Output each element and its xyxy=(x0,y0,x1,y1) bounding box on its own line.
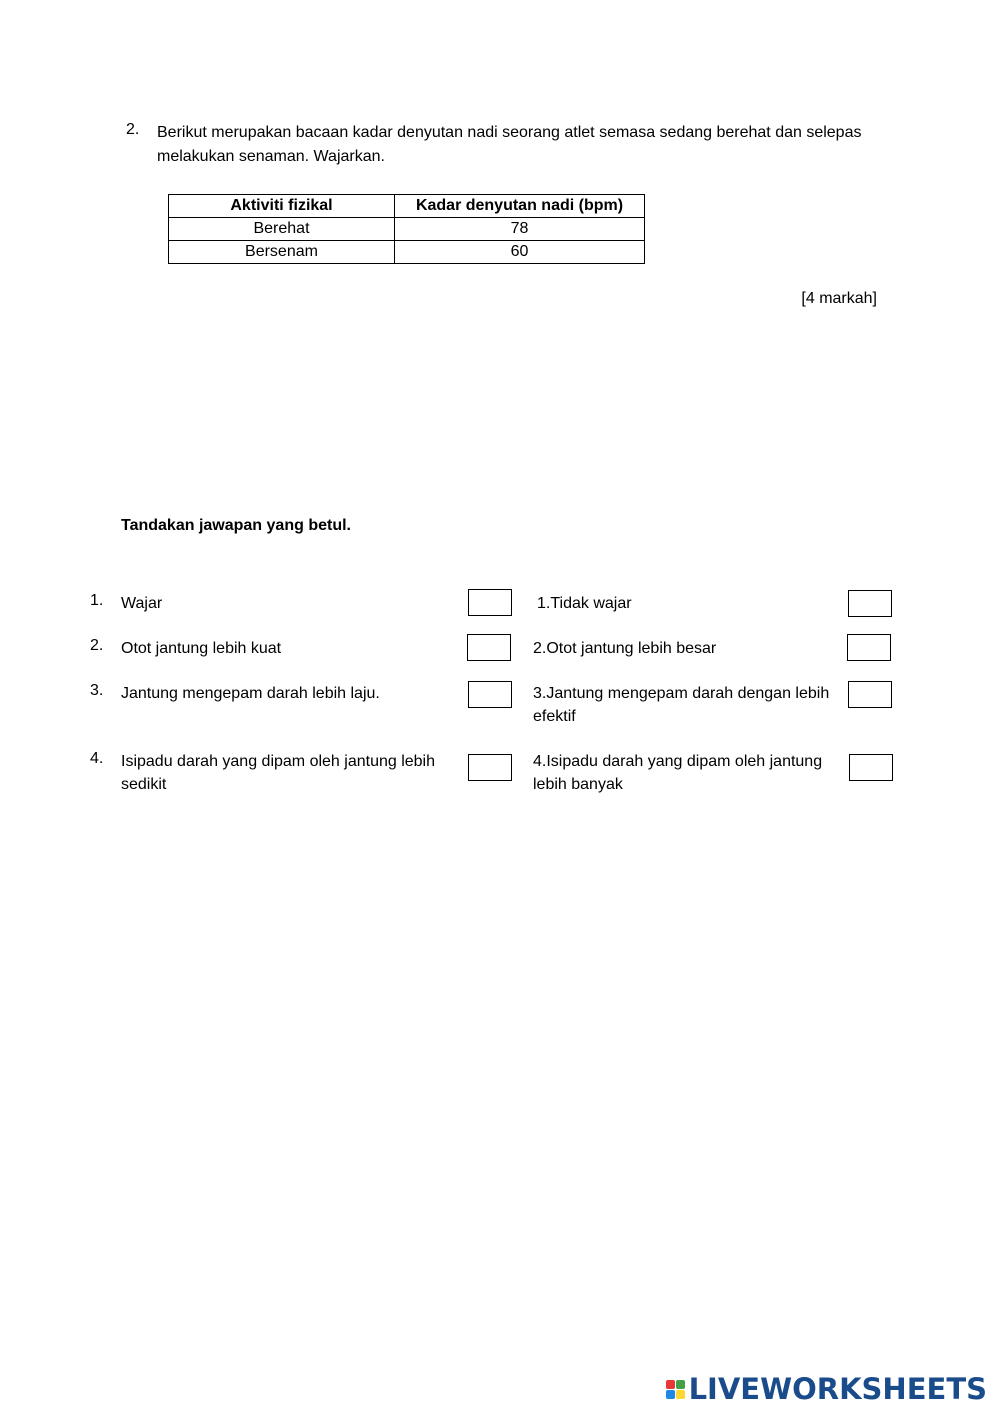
option-left-label: Wajar xyxy=(121,595,163,612)
table-cell: 60 xyxy=(395,241,645,264)
option-left-label: Otot jantung lebih kuat xyxy=(121,640,282,657)
option-number: 2. xyxy=(90,637,104,654)
option-number: 4. xyxy=(90,750,104,767)
pulse-rate-table xyxy=(168,194,645,264)
marks-label: [4 markah] xyxy=(801,290,877,307)
table-row xyxy=(169,241,645,264)
instruction-heading: Tandakan jawapan yang betul. xyxy=(121,517,351,534)
brand-name: LIVEWORKSHEETS xyxy=(688,1372,987,1406)
checkbox-left-2[interactable] xyxy=(467,634,511,661)
logo-square xyxy=(666,1390,675,1399)
logo-square xyxy=(676,1380,685,1389)
option-right-label: 2.Otot jantung lebih besar xyxy=(533,640,717,657)
liveworksheets-logo xyxy=(666,1373,987,1405)
option-right-label: 3.Jantung mengepam darah dengan lebih efektif xyxy=(533,685,830,725)
table-cell: Berehat xyxy=(169,218,395,241)
checkbox-right-2[interactable] xyxy=(847,634,891,661)
table-row xyxy=(169,218,645,241)
checkbox-left-1[interactable] xyxy=(468,589,512,616)
table-header-row xyxy=(169,195,645,218)
table-cell: 78 xyxy=(395,218,645,241)
table-header: Aktiviti fizikal xyxy=(169,195,395,218)
question-text: Berikut merupakan bacaan kadar denyutan nadi seorang atlet semasa sedang berehat dan selepas melakukan senaman. Wajarkan. xyxy=(157,124,862,165)
option-number: 3. xyxy=(90,682,104,699)
question-number: 2. xyxy=(126,121,140,138)
table-header: Kadar denyutan nadi (bpm) xyxy=(395,195,645,218)
logo-square xyxy=(666,1380,675,1389)
table-cell: Bersenam xyxy=(169,241,395,264)
option-right-label: 4.Isipadu darah yang dipam oleh jantung lebih banyak xyxy=(533,753,823,793)
checkbox-right-3[interactable] xyxy=(848,681,892,708)
logo-square xyxy=(676,1390,685,1399)
option-left-label: Jantung mengepam darah lebih laju. xyxy=(121,685,380,702)
logo-squares-icon xyxy=(666,1380,685,1399)
option-number: 1. xyxy=(90,592,104,609)
checkbox-right-1[interactable] xyxy=(848,590,892,617)
option-right-label: 1.Tidak wajar xyxy=(537,595,632,612)
checkbox-right-4[interactable] xyxy=(849,754,893,781)
checkbox-left-4[interactable] xyxy=(468,754,512,781)
checkbox-left-3[interactable] xyxy=(468,681,512,708)
option-left-label: Isipadu darah yang dipam oleh jantung lebih sedikit xyxy=(121,753,436,793)
